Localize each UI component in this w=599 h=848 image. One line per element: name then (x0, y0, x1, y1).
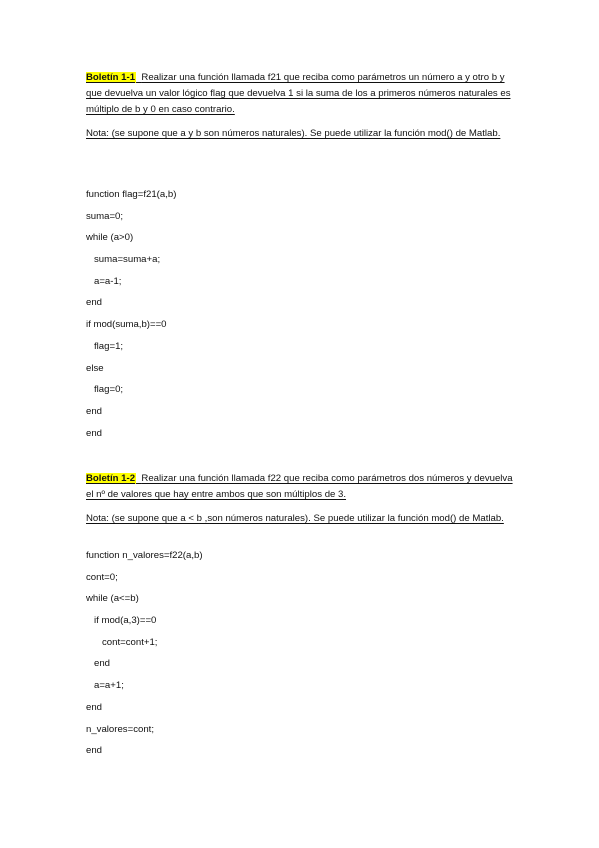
exercise-1-2-code (86, 548, 516, 765)
code-line: if mod(a,3)==0 (86, 615, 157, 627)
code-line: flag=0; (86, 384, 124, 396)
code-line: if mod(suma,b)==0 (86, 319, 167, 331)
code-line: a=a-1; (86, 275, 122, 287)
exercise-1-2 (86, 471, 516, 503)
exercise-note: Nota: (se supone que a < b ,son números naturales). Se puede utilizar la función mod() de Matlab. (86, 513, 504, 524)
code-line: end (86, 701, 103, 713)
code-line: end (86, 745, 103, 757)
code-line: flag=1; (86, 340, 124, 352)
exercise-1-2-note (86, 511, 516, 527)
exercise-1-1 (86, 70, 516, 118)
code-line: end (86, 405, 103, 417)
code-line: cont=cont+1; (86, 636, 158, 648)
exercise-statement (86, 70, 516, 118)
code-line: while (a>0) (86, 232, 134, 244)
code-line: function flag=f21(a,b) (86, 189, 177, 200)
code-line: a=a+1; (86, 680, 124, 692)
code-listing (86, 548, 516, 765)
exercise-statement-text: Realizar una función llamada f21 que reciba como parámetros un número a y otro b y que devuelva un valor lógico flag que devuelva 1 si la suma de los a primeros números naturales es múltiplo de b y 0 en caso contrario. (86, 72, 511, 115)
code-line: suma=0; (86, 210, 124, 222)
exercise-statement (86, 471, 516, 503)
code-line: cont=0; (86, 571, 118, 583)
code-line: end (86, 297, 103, 309)
exercise-tag-highlight: Boletín 1-1 (86, 72, 136, 83)
exercise-statement-text: Realizar una función llamada f22 que reciba como parámetros dos números y devuelva el nº de valores que hay entre ambos que son múltiplos de 3. (86, 473, 513, 500)
code-line: else (86, 362, 104, 374)
exercise-note: Nota: (se supone que a y b son números naturales). Se puede utilizar la función mod() de Matlab. (86, 128, 501, 139)
code-line: function n_valores=f22(a,b) (86, 550, 203, 561)
exercise-1-1-note (86, 126, 516, 142)
code-line: n_valores=cont; (86, 723, 154, 735)
exercise-tag-highlight: Boletín 1-2 (86, 473, 136, 484)
code-line: end (86, 427, 103, 439)
code-line: suma=suma+a; (86, 254, 161, 266)
code-listing (86, 187, 516, 447)
exercise-1-1-code (86, 187, 516, 447)
code-line: while (a<=b) (86, 593, 139, 605)
code-line: end (86, 658, 111, 670)
